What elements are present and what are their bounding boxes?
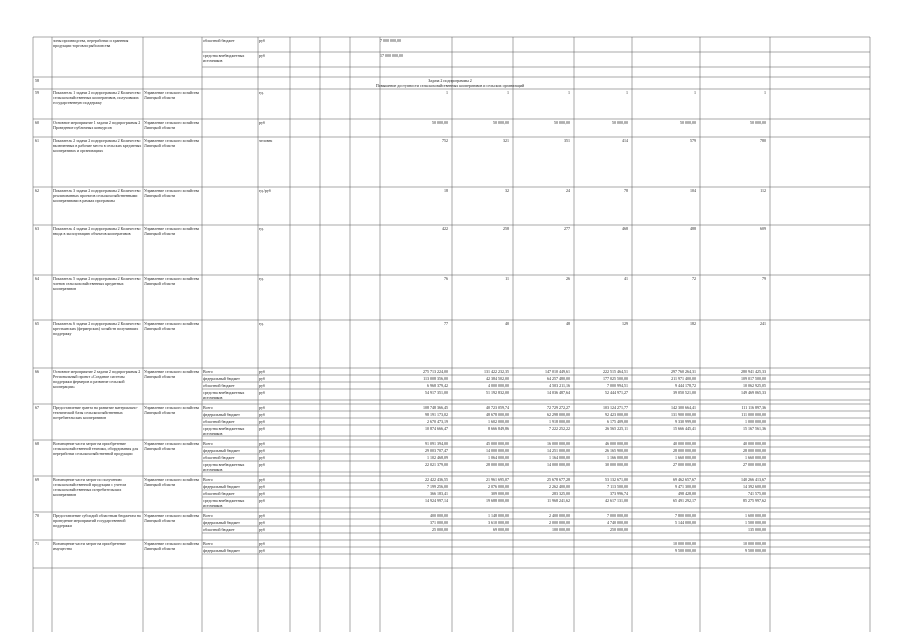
value-cell: 26 bbox=[566, 276, 570, 281]
row-number: 65 bbox=[35, 321, 39, 326]
value-cell: 10 874 666,47 bbox=[425, 426, 448, 431]
row-number: 63 bbox=[35, 226, 39, 231]
funding-source: федеральный бюджет bbox=[203, 448, 240, 453]
value-cell: 15 666 445,41 bbox=[673, 426, 696, 431]
value-cell: 414 bbox=[622, 138, 628, 143]
responsible-org: Управление сельского хозяйства Липецкой области bbox=[144, 138, 200, 148]
value-cell: 1 102 468,09 bbox=[427, 455, 448, 460]
value-cell: 25 678 677,28 bbox=[547, 477, 570, 482]
value-cell: 69 000,00 bbox=[493, 527, 509, 532]
value-cell: 1 660 000,00 bbox=[745, 455, 766, 460]
value-cell: 149 469 065,33 bbox=[741, 390, 766, 395]
value-cell: 241 bbox=[760, 321, 766, 326]
value-cell: 26 565 225,11 bbox=[605, 426, 628, 431]
value-cell: 1 600 000,00 bbox=[745, 513, 766, 518]
value-cell: 51 192 832,00 bbox=[486, 390, 509, 395]
value-cell: 25 000,00 bbox=[432, 527, 448, 532]
unit-cell: ед. bbox=[259, 276, 264, 281]
value-cell: 371 000,00 bbox=[430, 520, 448, 525]
row-number: 69 bbox=[35, 477, 39, 482]
unit-cell: руб bbox=[259, 498, 265, 503]
value-cell: 103 124 271,77 bbox=[603, 405, 628, 410]
value-cell: 1 660 000,00 bbox=[675, 455, 696, 460]
row-description: зоны производства, переработки и хранения продукции торговли рыболовства bbox=[53, 38, 129, 48]
funding-source: федеральный бюджет bbox=[203, 376, 240, 381]
funding-source: областной бюджет bbox=[203, 527, 235, 532]
value-cell: 48 bbox=[566, 321, 570, 326]
unit-cell: руб bbox=[259, 369, 265, 374]
value-cell: 129 bbox=[622, 321, 628, 326]
row-description: Основное мероприятие 1 задачи 2 подпрограммы 2 Проведение публичных конкурсов bbox=[53, 120, 141, 130]
value-cell: 488 bbox=[690, 226, 696, 231]
value-cell: 72 bbox=[692, 276, 696, 281]
value-cell: 222 515 464,51 bbox=[603, 369, 628, 374]
value-cell: 14 036 487,64 bbox=[547, 390, 570, 395]
value-cell: 50 000,00 bbox=[612, 120, 628, 125]
value-cell: 53 132 671,00 bbox=[605, 477, 628, 482]
value-cell: 7 000 000,00 bbox=[607, 513, 628, 518]
unit-cell: ед./руб bbox=[259, 188, 271, 193]
value-cell: 280 941 425,33 bbox=[741, 369, 766, 374]
value-cell: 27 000 000,00 bbox=[743, 462, 766, 467]
value-cell bbox=[452, 548, 509, 553]
row-description: Возмещение части затрат на приобретение сельскохозяйственной техники, оборудования для переработки сельскохозяйственной продукции bbox=[53, 441, 139, 456]
value-cell: 609 bbox=[760, 226, 766, 231]
value-cell: 351 bbox=[564, 138, 570, 143]
value-cell bbox=[513, 548, 570, 553]
funding-source: Всего bbox=[203, 441, 213, 446]
funding-source: средства внебюджетных источников bbox=[203, 53, 245, 63]
responsible-org: Управление сельского хозяйства Липецкой области bbox=[144, 188, 200, 198]
responsible-org: Управление сельского хозяйства Липецкой области bbox=[144, 276, 200, 286]
responsible-org: Управление сельского хозяйства Липецкой области bbox=[144, 120, 200, 130]
row-description: Показатель 1 задачи 2 подпрограммы 2 Количество сельскохозяйственных кооперативов, получивших государственную поддержку bbox=[53, 90, 141, 105]
unit-cell: руб bbox=[259, 120, 265, 125]
value-cell: 400 000,00 bbox=[430, 513, 448, 518]
value-cell: 22 422 436,55 bbox=[425, 477, 448, 482]
value-cell: 131 422 232,35 bbox=[484, 369, 509, 374]
value-cell: 16 000 000,00 bbox=[547, 441, 570, 446]
value-cell: 1 bbox=[446, 90, 448, 95]
value-cell: 1 bbox=[507, 90, 509, 95]
value-cell: 9 471 300,00 bbox=[675, 484, 696, 489]
value-cell: 7 000 994,51 bbox=[607, 383, 628, 388]
row-number: 66 bbox=[35, 369, 39, 374]
subprogram-subtitle: Повышение доступности сельскохозяйственных кооперативов и сельских организаций bbox=[375, 83, 525, 88]
funding-source: Всего bbox=[203, 369, 213, 374]
unit-cell: руб bbox=[259, 548, 265, 553]
value-cell: 6 175 409,00 bbox=[607, 419, 628, 424]
value-cell bbox=[574, 541, 628, 546]
value-cell bbox=[513, 541, 570, 546]
unit-cell: руб bbox=[259, 405, 265, 410]
value-cell: 373 996,74 bbox=[610, 491, 628, 496]
value-cell: 17 000 000,00 bbox=[380, 53, 403, 58]
unit-cell: руб bbox=[259, 527, 265, 532]
value-cell: 283 325,00 bbox=[552, 491, 570, 496]
unit-cell: руб bbox=[259, 462, 265, 467]
value-cell: 50 000,00 bbox=[432, 120, 448, 125]
value-cell: 10 000 000,00 bbox=[743, 541, 766, 546]
value-cell: 321 bbox=[503, 138, 509, 143]
row-description: Возмещение части затрат на приобретение имущества bbox=[53, 541, 126, 551]
responsible-org: Управление сельского хозяйства Липецкой области bbox=[144, 226, 200, 236]
unit-cell: руб bbox=[259, 448, 265, 453]
value-cell: 111 116 897,36 bbox=[741, 405, 766, 410]
value-cell: 5 144 000,00 bbox=[675, 520, 696, 525]
value-cell bbox=[632, 527, 696, 532]
unit-cell: руб bbox=[259, 419, 265, 424]
value-cell: 50 000,00 bbox=[750, 120, 766, 125]
unit-cell: ед. bbox=[259, 226, 264, 231]
value-cell: 1 148 000,00 bbox=[488, 513, 509, 518]
value-cell: 48 678 000,00 bbox=[486, 412, 509, 417]
value-cell: 32 bbox=[505, 188, 509, 193]
row-description: Показатель 2 задачи 2 подпрограммы 2 Количество включенных в рабочие места в сельских кредитных кооперативах и организациях bbox=[53, 138, 142, 153]
funding-source: Всего bbox=[203, 541, 213, 546]
value-cell: 19 688 000,00 bbox=[486, 498, 509, 503]
unit-cell: ед. bbox=[259, 321, 264, 326]
funding-source: средства внебюджетных источников bbox=[203, 498, 245, 508]
row-number: 71 bbox=[35, 541, 39, 546]
funding-source: Всего bbox=[203, 405, 213, 410]
value-cell: 15 167 561,36 bbox=[743, 426, 766, 431]
value-cell: 69 462 657,67 bbox=[673, 477, 696, 482]
row-description: Показатель 5 задачи 2 подпрограммы 2 Количество членов сельскохозяйственных кредитных кооперативов bbox=[53, 276, 141, 291]
value-cell: 52 444 971,27 bbox=[605, 390, 628, 395]
unit-cell: руб bbox=[259, 426, 265, 431]
row-description: Показатель 4 задачи 2 подпрограммы 2 Количество ввода в эксплуатацию объектов кооперативов bbox=[53, 226, 141, 236]
value-cell: 7 199 256,00 bbox=[427, 484, 448, 489]
value-cell: 2 076 000,00 bbox=[488, 484, 509, 489]
section-number: 58 bbox=[35, 78, 39, 83]
value-cell: 113 008 356,00 bbox=[423, 376, 448, 381]
value-cell: 98 191 173,02 bbox=[425, 412, 448, 417]
value-cell: 422 bbox=[442, 226, 448, 231]
row-description: Основное мероприятие 2 задачи 2 подпрограммы 2 Региональный проект «Создание системы поддержки фермеров и развитие сельской кооперации» bbox=[53, 369, 141, 389]
value-cell: 92 423 000,00 bbox=[605, 412, 628, 417]
value-cell: 11 968 241,62 bbox=[547, 498, 570, 503]
funding-source: областной бюджет bbox=[203, 38, 235, 43]
value-cell: 45 000 000,00 bbox=[486, 441, 509, 446]
value-cell: 77 bbox=[444, 321, 448, 326]
value-cell: 100 000,00 bbox=[552, 527, 570, 532]
unit-cell: человек bbox=[259, 138, 273, 143]
responsible-org: Управление сельского хозяйства Липецкой области bbox=[144, 441, 200, 451]
value-cell: 309 000,00 bbox=[491, 491, 509, 496]
unit-cell: руб bbox=[259, 376, 265, 381]
value-cell: 250 000,00 bbox=[610, 527, 628, 532]
funding-source: федеральный бюджет bbox=[203, 548, 240, 553]
value-cell: 14 251 000,00 bbox=[547, 448, 570, 453]
value-cell: 498 428,00 bbox=[678, 491, 696, 496]
value-cell: 9 330 999,00 bbox=[675, 419, 696, 424]
value-cell bbox=[380, 541, 448, 546]
value-cell: 72 729 272,27 bbox=[547, 405, 570, 410]
unit-cell: руб bbox=[259, 390, 265, 395]
value-cell: 14 392 600,00 bbox=[743, 484, 766, 489]
value-cell: 42 384 502,00 bbox=[486, 376, 509, 381]
value-cell: 18 bbox=[444, 188, 448, 193]
unit-cell: руб bbox=[259, 513, 265, 518]
value-cell: 111 000 000,00 bbox=[741, 412, 766, 417]
value-cell bbox=[574, 548, 628, 553]
funding-source: федеральный бюджет bbox=[203, 484, 240, 489]
value-cell: 28 000 000,00 bbox=[486, 462, 509, 467]
value-cell: 297 760 264,31 bbox=[671, 369, 696, 374]
value-cell: 40 000 000,00 bbox=[743, 441, 766, 446]
value-cell: 177 025 500,00 bbox=[603, 376, 628, 381]
value-cell: 1 bbox=[568, 90, 570, 95]
value-cell: 7 222 252,22 bbox=[549, 426, 570, 431]
value-cell: 135 000,00 bbox=[748, 527, 766, 532]
value-cell: 112 bbox=[760, 188, 766, 193]
unit-cell: руб bbox=[259, 477, 265, 482]
value-cell: 29 003 707,47 bbox=[425, 448, 448, 453]
value-cell: 27 000 000,00 bbox=[673, 462, 696, 467]
unit-cell: руб bbox=[259, 455, 265, 460]
responsible-org: Управление сельского хозяйства Липецкой области bbox=[144, 90, 200, 100]
value-cell: 2 262 400,00 bbox=[549, 484, 570, 489]
value-cell: 780 bbox=[760, 138, 766, 143]
value-cell: 14 924 997,14 bbox=[425, 498, 448, 503]
responsible-org: Управление сельского хозяйства Липецкой области bbox=[144, 513, 200, 523]
unit-cell: ед. bbox=[259, 90, 264, 95]
value-cell: 1 500 000,00 bbox=[745, 520, 766, 525]
unit-cell: руб bbox=[259, 38, 265, 43]
row-description: Предоставление субсидий областным бюджетам на проведение мероприятий государственной поддержки bbox=[53, 513, 141, 528]
value-cell: 62 298 000,00 bbox=[547, 412, 570, 417]
unit-cell: руб bbox=[259, 484, 265, 489]
value-cell: 1 602 000,00 bbox=[488, 419, 509, 424]
value-cell: 366 183,41 bbox=[430, 491, 448, 496]
value-cell: 9 500 000,00 bbox=[675, 548, 696, 553]
value-cell: 752 bbox=[442, 138, 448, 143]
value-cell: 1 918 000,00 bbox=[549, 419, 570, 424]
value-cell: 1 166 000,00 bbox=[607, 455, 628, 460]
responsible-org: Управление сельского хозяйства Липецкой области bbox=[144, 541, 200, 551]
value-cell: 11 bbox=[505, 276, 509, 281]
value-cell: 109 017 500,00 bbox=[741, 376, 766, 381]
value-cell: 1 000 000,00 bbox=[745, 419, 766, 424]
value-cell: 50 000,00 bbox=[554, 120, 570, 125]
value-cell: 579 bbox=[690, 138, 696, 143]
responsible-org: Управление сельского хозяйства Липецкой области bbox=[144, 477, 200, 487]
value-cell: 41 bbox=[624, 276, 628, 281]
value-cell: 2 400 000,00 bbox=[549, 513, 570, 518]
value-cell: 40 bbox=[505, 321, 509, 326]
value-cell: 39 050 521,00 bbox=[673, 390, 696, 395]
unit-cell: руб bbox=[259, 520, 265, 525]
row-description: Показатель 3 задачи 2 подпрограммы 2 Количество реализованных проектов сельскохозяйственными кооперативами в рамках программы bbox=[53, 188, 141, 203]
unit-cell: руб bbox=[259, 383, 265, 388]
value-cell: 65 491 292,17 bbox=[673, 498, 696, 503]
value-cell: 28 000 000,00 bbox=[673, 448, 696, 453]
unit-cell: руб bbox=[259, 541, 265, 546]
value-cell: 64 257 480,00 bbox=[547, 376, 570, 381]
value-cell: 85 275 997,62 bbox=[743, 498, 766, 503]
funding-source: федеральный бюджет bbox=[203, 412, 240, 417]
funding-source: областной бюджет bbox=[203, 383, 235, 388]
value-cell: 14 000 000,00 bbox=[547, 462, 570, 467]
value-cell bbox=[380, 548, 448, 553]
value-cell: 79 bbox=[762, 276, 766, 281]
value-cell: 30 000 000,00 bbox=[605, 462, 628, 467]
value-cell: 468 bbox=[622, 226, 628, 231]
funding-source: федеральный бюджет bbox=[203, 520, 240, 525]
value-cell: 22 021 379,00 bbox=[425, 462, 448, 467]
value-cell: 46 000 000,00 bbox=[605, 441, 628, 446]
row-number: 61 bbox=[35, 138, 39, 143]
row-number: 64 bbox=[35, 276, 39, 281]
funding-source: средства внебюджетных источников bbox=[203, 462, 245, 472]
value-cell: 7 113 500,00 bbox=[607, 484, 628, 489]
value-cell: 104 bbox=[690, 188, 696, 193]
value-cell: 7 800 000,00 bbox=[675, 513, 696, 518]
value-cell: 1 bbox=[626, 90, 628, 95]
value-cell: 4 740 000,00 bbox=[607, 520, 628, 525]
funding-source: областной бюджет bbox=[203, 491, 235, 496]
value-cell: 4 000 000,00 bbox=[488, 383, 509, 388]
value-cell: 108 748 366,45 bbox=[423, 405, 448, 410]
value-cell: 2 000 000,00 bbox=[549, 520, 570, 525]
value-cell: 1 164 000,00 bbox=[549, 455, 570, 460]
value-cell: 277 bbox=[564, 226, 570, 231]
row-number: 59 bbox=[35, 90, 39, 95]
value-cell: 54 917 351,00 bbox=[425, 390, 448, 395]
value-cell: 6 968 379,42 bbox=[427, 383, 448, 388]
value-cell: 9 500 000,00 bbox=[745, 548, 766, 553]
value-cell: 24 bbox=[566, 188, 570, 193]
funding-source: Всего bbox=[203, 477, 213, 482]
value-cell: 40 723 059,74 bbox=[486, 405, 509, 410]
value-cell: 1 bbox=[764, 90, 766, 95]
value-cell: 211 971 400,00 bbox=[671, 376, 696, 381]
value-cell: 42 617 131,00 bbox=[605, 498, 628, 503]
funding-source: средства внебюджетных источников bbox=[203, 426, 245, 436]
value-cell: 10 000 000,00 bbox=[673, 541, 696, 546]
value-cell: 140 266 413,67 bbox=[741, 477, 766, 482]
responsible-org: Управление сельского хозяйства Липецкой области bbox=[144, 369, 200, 379]
row-description: Возмещение части затрат по получению сельскохозяйственной продукции с учетом сельскохозяйственных потребительских кооперативов bbox=[53, 477, 126, 497]
value-cell: 91 091 394,00 bbox=[425, 441, 448, 446]
responsible-org: Управление сельского хозяйства Липецкой области bbox=[144, 405, 200, 415]
value-cell: 21 961 695,07 bbox=[486, 477, 509, 482]
row-number: 70 bbox=[35, 513, 39, 518]
funding-source: областной бюджет bbox=[203, 419, 235, 424]
value-cell: 26 165 900,00 bbox=[605, 448, 628, 453]
row-description: Показатель 6 задачи 2 подпрограммы 2 Количество крестьянских (фермерских) хозяйств получивших поддержку bbox=[53, 321, 141, 336]
value-cell: 1 bbox=[694, 90, 696, 95]
value-cell: 8 666 849,86 bbox=[488, 426, 509, 431]
value-cell: 50 000,00 bbox=[680, 120, 696, 125]
value-cell: 147 010 449,61 bbox=[545, 369, 570, 374]
value-cell: 7 000 000,00 bbox=[380, 38, 401, 43]
value-cell: 50 000,00 bbox=[493, 120, 509, 125]
value-cell: 258 bbox=[503, 226, 509, 231]
row-description: Предоставление гранта на развитие материально-технической базы сельскохозяйственных потребительских кооперативов bbox=[53, 405, 138, 420]
value-cell: 182 bbox=[690, 321, 696, 326]
value-cell: 10 062 925,05 bbox=[743, 383, 766, 388]
unit-cell: руб bbox=[259, 53, 265, 58]
value-cell: 4 503 211,16 bbox=[549, 383, 570, 388]
row-number: 67 bbox=[35, 405, 39, 410]
value-cell: 40 000 000,00 bbox=[673, 441, 696, 446]
row-number: 62 bbox=[35, 188, 39, 193]
value-cell: 14 000 000,00 bbox=[486, 448, 509, 453]
value-cell: 76 bbox=[444, 276, 448, 281]
responsible-org: Управление сельского хозяйства Липецкой области bbox=[144, 321, 200, 331]
value-cell: 131 900 000,00 bbox=[671, 412, 696, 417]
value-cell: 9 444 178,72 bbox=[675, 383, 696, 388]
unit-cell: руб bbox=[259, 491, 265, 496]
value-cell: 275 713 224,00 bbox=[423, 369, 448, 374]
funding-source: средства внебюджетных источников bbox=[203, 390, 245, 400]
value-cell bbox=[452, 541, 509, 546]
funding-source: областной бюджет bbox=[203, 455, 235, 460]
row-description bbox=[53, 53, 142, 66]
row-number: 68 bbox=[35, 441, 39, 446]
value-cell: 142 300 664,41 bbox=[671, 405, 696, 410]
unit-cell: руб bbox=[259, 412, 265, 417]
funding-source: Всего bbox=[203, 513, 213, 518]
unit-cell: руб bbox=[259, 441, 265, 446]
value-cell: 2 670 473,19 bbox=[427, 419, 448, 424]
subprogram-title: Задача 2 подпрограммы 2 bbox=[428, 78, 472, 83]
value-cell: 741 575,00 bbox=[748, 491, 766, 496]
value-cell: 1 064 000,00 bbox=[488, 455, 509, 460]
row-number: 60 bbox=[35, 120, 39, 125]
value-cell: 28 000 000,00 bbox=[743, 448, 766, 453]
value-cell: 78 bbox=[624, 188, 628, 193]
value-cell: 3 610 000,00 bbox=[488, 520, 509, 525]
